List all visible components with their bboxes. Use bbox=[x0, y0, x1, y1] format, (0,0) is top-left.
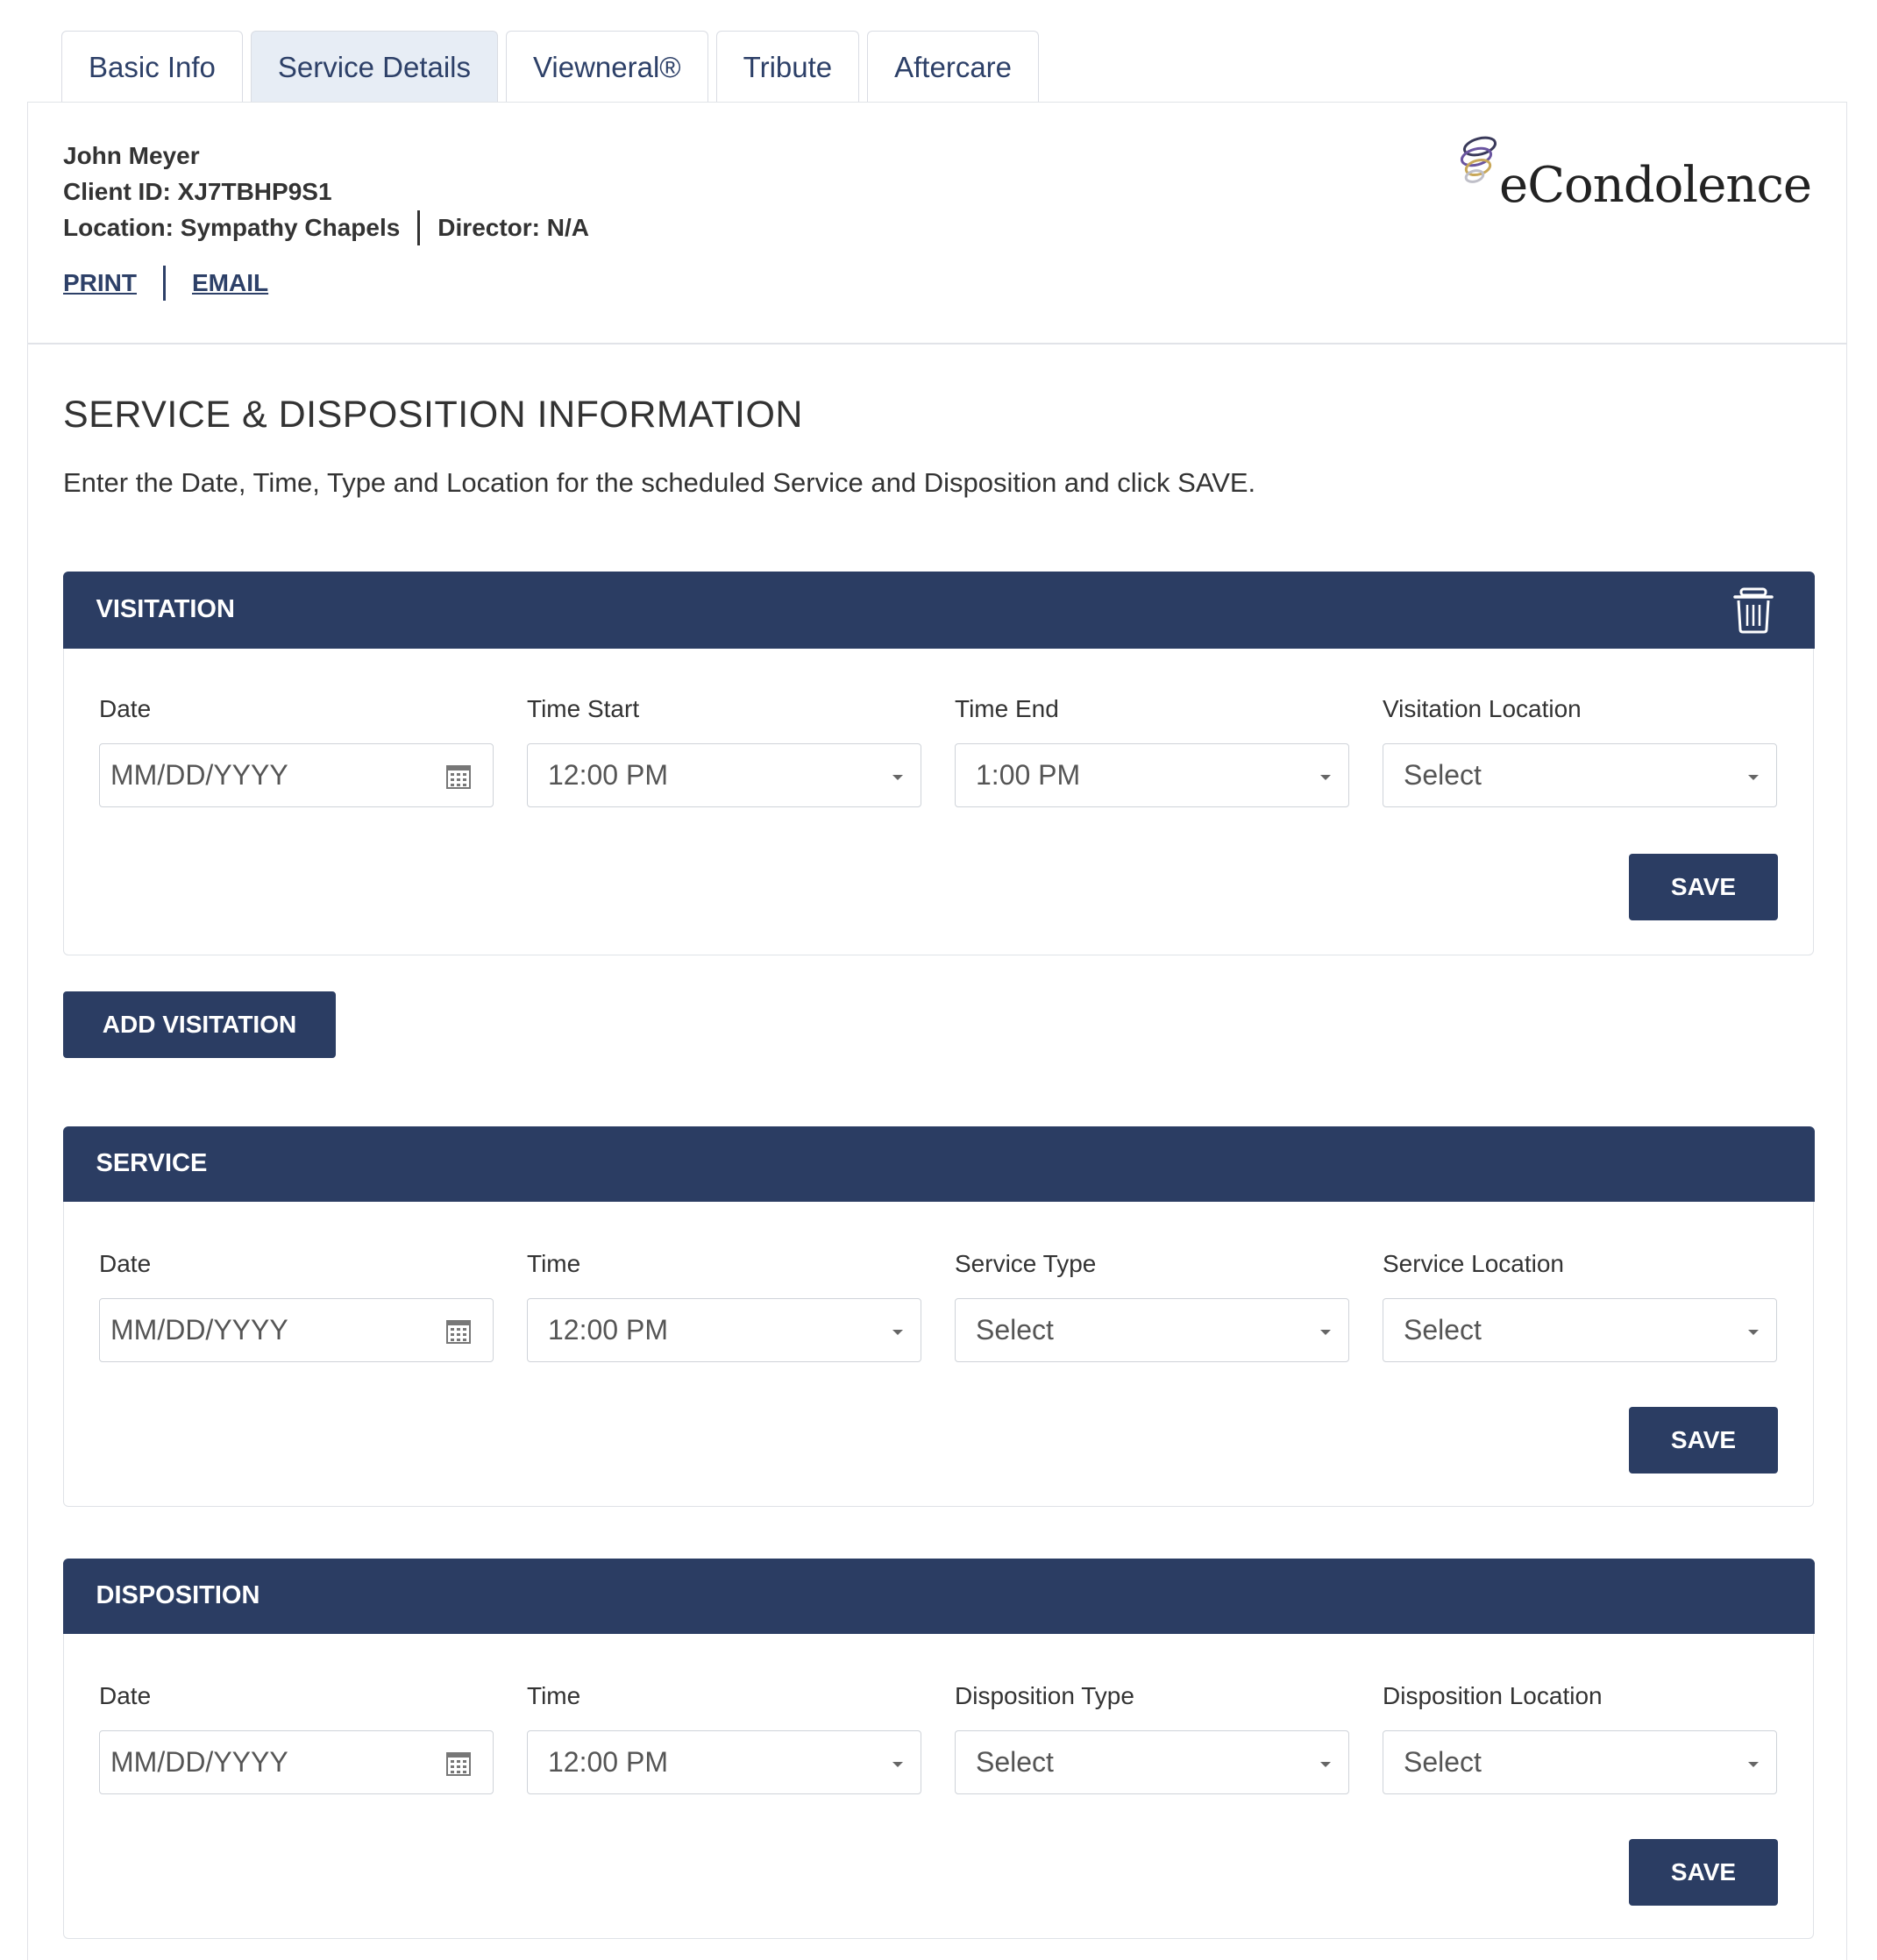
select-value: 12:00 PM bbox=[548, 1746, 668, 1778]
tab-tribute[interactable]: Tribute bbox=[716, 31, 859, 103]
divider bbox=[417, 210, 420, 245]
visitation-time-end-label: Time End bbox=[955, 695, 1059, 722]
date-placeholder: MM/DD/YYYY bbox=[110, 1746, 288, 1778]
client-location: Location: Sympathy Chapels bbox=[63, 214, 401, 241]
select-value: 12:00 PM bbox=[548, 759, 668, 791]
disposition-date-label: Date bbox=[99, 1682, 152, 1709]
service-type-label: Service Type bbox=[955, 1250, 1097, 1277]
select-value: Select bbox=[1404, 759, 1482, 791]
page-instructions: Enter the Date, Time, Type and Location for the scheduled Service and Disposition and click SAVE. bbox=[63, 467, 1256, 498]
chevron-down-icon bbox=[1748, 1330, 1759, 1335]
chevron-down-icon bbox=[892, 1762, 903, 1767]
select-value: Select bbox=[976, 1746, 1054, 1778]
disposition-card bbox=[63, 1559, 1814, 1939]
disposition-title: DISPOSITION bbox=[96, 1581, 260, 1609]
visitation-location-label: Visitation Location bbox=[1383, 695, 1582, 722]
client-director: Director: N/A bbox=[437, 214, 589, 241]
trash-icon[interactable] bbox=[1729, 586, 1778, 635]
service-type-select[interactable] bbox=[955, 1298, 1349, 1362]
visitation-date-label: Date bbox=[99, 695, 152, 722]
chevron-down-icon bbox=[892, 775, 903, 780]
visitation-time-start-label: Time Start bbox=[527, 695, 640, 722]
tab-basic-info[interactable]: Basic Info bbox=[61, 31, 243, 103]
select-value: Select bbox=[1404, 1746, 1482, 1778]
visitation-title: VISITATION bbox=[96, 595, 235, 623]
calendar-icon[interactable] bbox=[445, 1751, 472, 1777]
tab-aftercare[interactable]: Aftercare bbox=[867, 31, 1039, 103]
disposition-header bbox=[63, 1559, 1815, 1634]
disposition-location-select[interactable] bbox=[1383, 1730, 1777, 1794]
date-placeholder: MM/DD/YYYY bbox=[110, 759, 288, 791]
service-date-input[interactable] bbox=[99, 1298, 494, 1362]
disposition-time-label: Time bbox=[527, 1682, 581, 1709]
date-placeholder: MM/DD/YYYY bbox=[110, 1314, 288, 1346]
visitation-location-select[interactable] bbox=[1383, 743, 1777, 807]
service-time-select[interactable] bbox=[527, 1298, 921, 1362]
visitation-time-start-select[interactable] bbox=[527, 743, 921, 807]
logo-text: eCondolence bbox=[1499, 157, 1811, 214]
tab-viewneral[interactable]: Viewneral® bbox=[506, 31, 708, 103]
print-link[interactable]: PRINT bbox=[63, 269, 137, 296]
disposition-type-label: Disposition Type bbox=[955, 1682, 1134, 1709]
select-value: Select bbox=[1404, 1314, 1482, 1346]
chevron-down-icon bbox=[1320, 775, 1331, 780]
calendar-icon[interactable] bbox=[445, 763, 472, 790]
disposition-save-button[interactable]: SAVE bbox=[1629, 1839, 1778, 1906]
chevron-down-icon bbox=[1320, 1330, 1331, 1335]
action-links bbox=[63, 266, 268, 301]
tab-service-details[interactable]: Service Details bbox=[251, 31, 498, 103]
visitation-save-button[interactable]: SAVE bbox=[1629, 854, 1778, 920]
chevron-down-icon bbox=[892, 1330, 903, 1335]
tab-bar bbox=[61, 31, 1039, 103]
chevron-down-icon bbox=[1320, 1762, 1331, 1767]
visitation-time-end-select[interactable] bbox=[955, 743, 1349, 807]
divider bbox=[163, 266, 166, 301]
visitation-card bbox=[63, 572, 1814, 955]
service-title: SERVICE bbox=[96, 1149, 208, 1177]
service-save-button[interactable]: SAVE bbox=[1629, 1407, 1778, 1474]
service-location-label: Service Location bbox=[1383, 1250, 1565, 1277]
select-value: Select bbox=[976, 1314, 1054, 1346]
chevron-down-icon bbox=[1748, 1762, 1759, 1767]
add-visitation-button[interactable]: ADD VISITATION bbox=[63, 991, 336, 1058]
calendar-icon[interactable] bbox=[445, 1318, 472, 1345]
visitation-date-input[interactable] bbox=[99, 743, 494, 807]
visitation-header bbox=[63, 572, 1815, 649]
service-card bbox=[63, 1126, 1814, 1507]
client-info bbox=[63, 138, 589, 245]
disposition-date-input[interactable] bbox=[99, 1730, 494, 1794]
disposition-type-select[interactable] bbox=[955, 1730, 1349, 1794]
chevron-down-icon bbox=[1748, 775, 1759, 780]
select-value: 1:00 PM bbox=[976, 759, 1081, 791]
disposition-fields bbox=[99, 1682, 1777, 1794]
email-link[interactable]: EMAIL bbox=[192, 269, 269, 296]
client-name: John Meyer bbox=[63, 142, 200, 169]
service-date-label: Date bbox=[99, 1250, 152, 1277]
service-fields bbox=[99, 1250, 1777, 1362]
disposition-time-select[interactable] bbox=[527, 1730, 921, 1794]
service-location-select[interactable] bbox=[1383, 1298, 1777, 1362]
service-header bbox=[63, 1126, 1815, 1202]
page-title: SERVICE & DISPOSITION INFORMATION bbox=[63, 394, 803, 436]
client-id: Client ID: XJ7TBHP9S1 bbox=[63, 178, 332, 205]
visitation-fields bbox=[99, 695, 1777, 807]
content-panel bbox=[27, 102, 1847, 1960]
service-time-label: Time bbox=[527, 1250, 581, 1277]
disposition-location-label: Disposition Location bbox=[1383, 1682, 1603, 1709]
econdolence-logo bbox=[1457, 134, 1811, 217]
header-divider bbox=[28, 343, 1846, 344]
select-value: 12:00 PM bbox=[548, 1314, 668, 1346]
swirl-logo-icon bbox=[1457, 134, 1501, 187]
